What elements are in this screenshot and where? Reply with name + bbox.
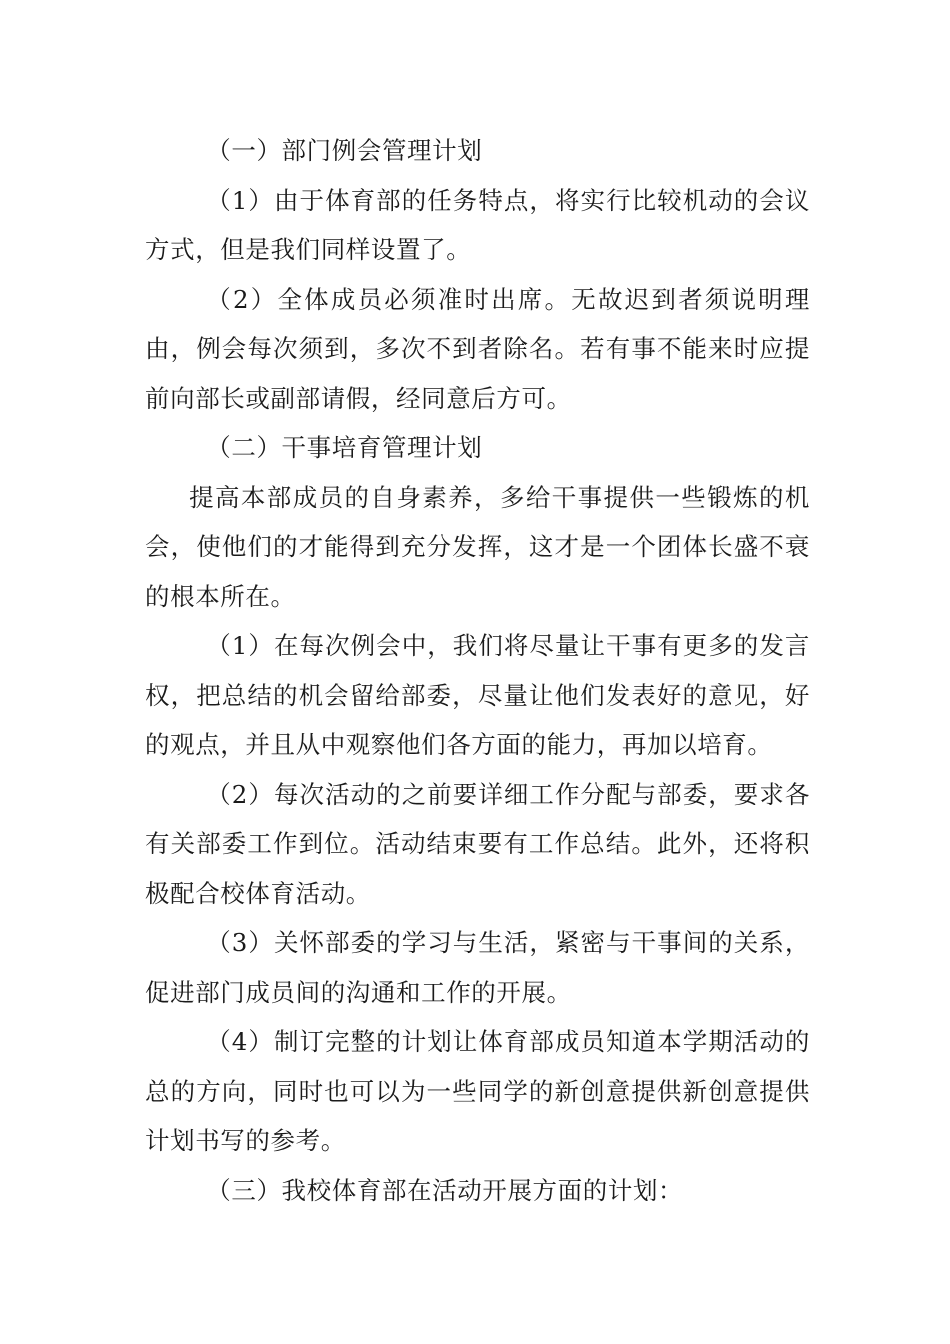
section-heading-3: （三）我校体育部在活动开展方面的计划： [206,1175,684,1205]
paragraph-7: （4）制订完整的计划让体育部成员知道本学期活动的总的方向，同时也可以为一些同学的新创意提供新创意提供计划书写的参考。 [145,1027,810,1155]
paragraph-6: （3）关怀部委的学习与生活，紧密与干事间的关系，促进部门成员间的沟通和工作的开展。 [145,928,810,1007]
paragraph-4: （1）在每次例会中，我们将尽量让干事有更多的发言权，把总结的机会留给部委，尽量让他们发表好的意见，好的观点，并且从中观察他们各方面的能力，再加以培育。 [145,631,810,759]
section-heading-2: （二）干事培育管理计划 [206,433,483,462]
paragraph-2: （2）全体成员必须准时出席。无故迟到者须说明理由，例会每次须到，多次不到者除名。若有事不能来时应提前向部长或副部请假，经同意后方可。 [145,284,810,413]
paragraph-5: （2）每次活动的之前要详细工作分配与部委，要求各有关部委工作到位。活动结束要有工作总结。此外，还将积极配合校体育活动。 [145,779,810,908]
paragraph-3: 提高本部成员的自身素养，多给干事提供一些锻炼的机会，使他们的才能得到充分发挥，这才是一个团体长盛不衰的根本所在。 [145,482,810,611]
section-heading-1: （一）部门例会管理计划 [206,136,483,165]
paragraph-1: （1）由于体育部的任务特点，将实行比较机动的会议方式，但是我们同样设置了。 [145,185,810,264]
document-body [145,126,810,1215]
